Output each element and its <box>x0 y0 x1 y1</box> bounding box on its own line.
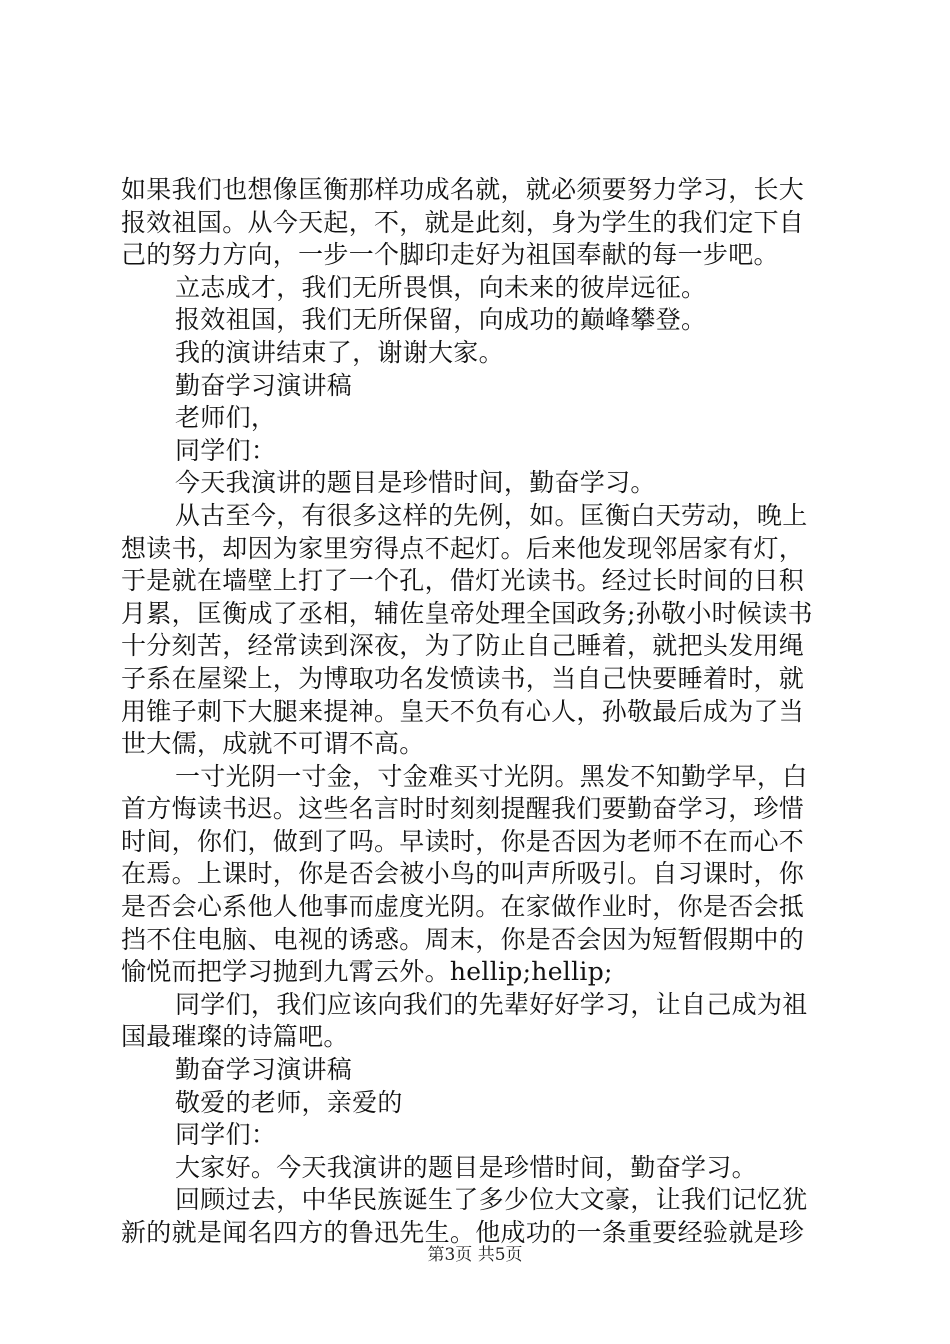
text-line: 是否会心系他人他事而虚度光阴。在家做作业时，你是否会抵 <box>121 892 805 922</box>
text-line: 大家好。今天我演讲的题目是珍惜时间，勤奋学习。 <box>175 1152 757 1182</box>
text-line: 回顾过去，中华民族诞生了多少位大文豪，让我们记忆犹 <box>175 1185 808 1215</box>
text-line: 勤奋学习演讲稿 <box>175 370 353 400</box>
page-number-footer: 第3页 共5页 <box>427 1245 523 1265</box>
text-line: 报效祖国。从今天起，不，就是此刻，身为学生的我们定下自 <box>121 207 805 237</box>
text-line: 同学们： <box>175 1120 277 1150</box>
text-line: 同学们，我们应该向我们的先辈好好学习，让自己成为祖 <box>175 989 808 1019</box>
text-line: 老师们， <box>175 403 277 433</box>
text-line: 国最璀璨的诗篇吧。 <box>121 1022 349 1052</box>
text-line: 世大儒，成就不可谓不高。 <box>121 729 425 759</box>
text-line: 时间，你们，做到了吗。早读时，你是否因为老师不在而心不 <box>121 826 805 856</box>
text-line: 一寸光阴一寸金，寸金难买寸光阴。黑发不知勤学早，白 <box>175 761 808 791</box>
text-line: 我的演讲结束了，谢谢大家。 <box>175 337 504 367</box>
text-line: 如果我们也想像匡衡那样功成名就，就必须要努力学习，长大 <box>121 175 805 204</box>
text-line: 同学们： <box>175 435 277 465</box>
text-line: 己的努力方向，一步一个脚印走好为祖国奉献的每一步吧。 <box>121 240 779 270</box>
text-line: 十分刻苦，经常读到深夜，为了防止自己睡着，就把头发用绳 <box>121 631 805 661</box>
text-line: 月累，匡衡成了丞相，辅佐皇帝处理全国政务;孙敬小时候读书 <box>121 598 813 628</box>
text-line: 报效祖国，我们无所保留，向成功的巅峰攀登。 <box>175 305 707 335</box>
text-line: 首方悔读书迟。这些名言时时刻刻提醒我们要勤奋学习，珍惜 <box>121 794 805 824</box>
text-line: 想读书，却因为家里穷得点不起灯。后来他发现邻居家有灯， <box>121 533 805 563</box>
text-line: 用锥子刺下大腿来提神。皇天不负有心人，孙敬最后成为了当 <box>121 696 805 726</box>
text-line: 愉悦而把学习抛到九霄云外。hellip;hellip; <box>121 957 613 987</box>
text-line: 勤奋学习演讲稿 <box>175 1055 353 1085</box>
document-body <box>121 174 833 1250</box>
text-line: 子系在屋梁上，为博取功名发愤读书，当自己快要睡着时，就 <box>121 663 805 693</box>
text-line: 敬爱的老师，亲爱的 <box>175 1087 403 1117</box>
text-line: 挡不住电脑、电视的诱惑。周末，你是否会因为短暂假期中的 <box>121 924 805 954</box>
text-line: 从古至今，有很多这样的先例，如。匡衡白天劳动，晚上 <box>175 500 808 530</box>
text-line: 于是就在墙壁上打了一个孔，借灯光读书。经过长时间的日积 <box>121 566 805 596</box>
text-line: 今天我演讲的题目是珍惜时间，勤奋学习。 <box>175 468 656 498</box>
text-line: 新的就是闻名四方的鲁迅先生。他成功的一条重要经验就是珍 <box>121 1218 805 1247</box>
text-line: 立志成才，我们无所畏惧，向未来的彼岸远征。 <box>175 272 707 302</box>
text-line: 在焉。上课时，你是否会被小鸟的叫声所吸引。自习课时，你 <box>121 859 805 889</box>
